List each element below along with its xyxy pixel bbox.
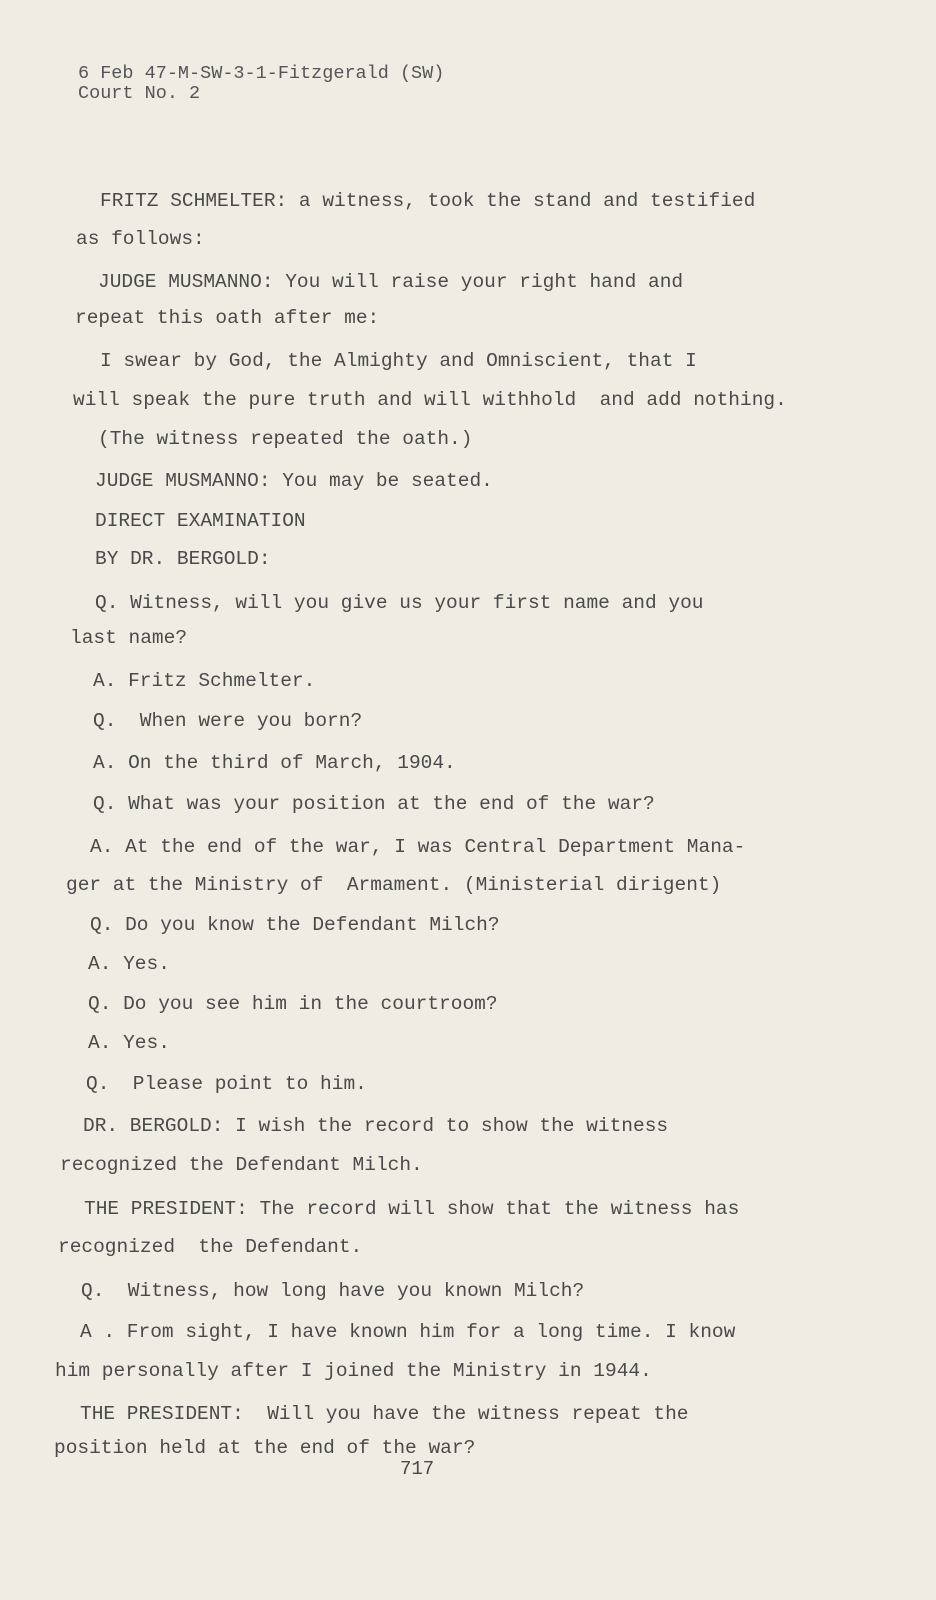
document-header-court: Court No. 2 (78, 83, 201, 104)
transcript-line: A. Yes. (88, 1032, 170, 1054)
transcript-line: recognized the Defendant. (58, 1236, 363, 1258)
transcript-line: repeat this oath after me: (75, 307, 380, 329)
transcript-line: A . From sight, I have known him for a long time. I know (80, 1321, 736, 1343)
transcript-line: as follows: (76, 228, 205, 250)
transcript-line: recognized the Defendant Milch. (60, 1154, 423, 1176)
transcript-line: A. On the third of March, 1904. (93, 752, 456, 774)
transcript-line: A. At the end of the war, I was Central Department Mana- (90, 836, 746, 858)
transcript-line: Q. When were you born? (93, 710, 363, 732)
transcript-line: FRITZ SCHMELTER: a witness, took the stand and testified (100, 190, 756, 212)
transcript-line: last name? (70, 627, 188, 649)
transcript-line: JUDGE MUSMANNO: You may be seated. (95, 470, 493, 492)
transcript-line: Q. Witness, how long have you known Milch? (81, 1280, 585, 1302)
document-header-reference: 6 Feb 47-M-SW-3-1-Fitzgerald (SW) (78, 63, 445, 84)
transcript-line: him personally after I joined the Ministry in 1944. (55, 1360, 652, 1382)
transcript-line: will speak the pure truth and will withhold and add nothing. (73, 389, 787, 411)
transcript-line: I swear by God, the Almighty and Omniscient, that I (100, 350, 697, 372)
transcript-line: ger at the Ministry of Armament. (Ministerial dirigent) (66, 874, 722, 896)
transcript-line: position held at the end of the war? (54, 1437, 476, 1459)
transcript-line: THE PRESIDENT: The record will show that the witness has (84, 1198, 740, 1220)
transcript-line: BY DR. BERGOLD: (95, 548, 271, 570)
transcript-line: Q. Witness, will you give us your first name and you (95, 592, 704, 614)
transcript-line: Q. What was your position at the end of the war? (93, 793, 655, 815)
transcript-line: DIRECT EXAMINATION (95, 510, 306, 532)
transcript-line: Q. Do you see him in the courtroom? (88, 993, 498, 1015)
page-number: 717 (400, 1458, 435, 1480)
transcript-line: DR. BERGOLD: I wish the record to show the witness (83, 1115, 669, 1137)
transcript-line: Q. Do you know the Defendant Milch? (90, 914, 500, 936)
transcript-line: Q. Please point to him. (86, 1073, 367, 1095)
transcript-line: A. Yes. (88, 953, 170, 975)
transcript-line: JUDGE MUSMANNO: You will raise your right hand and (98, 271, 684, 293)
transcript-line: THE PRESIDENT: Will you have the witness repeat the (80, 1403, 689, 1425)
transcript-line: (The witness repeated the oath.) (98, 428, 473, 450)
transcript-line: A. Fritz Schmelter. (93, 670, 316, 692)
